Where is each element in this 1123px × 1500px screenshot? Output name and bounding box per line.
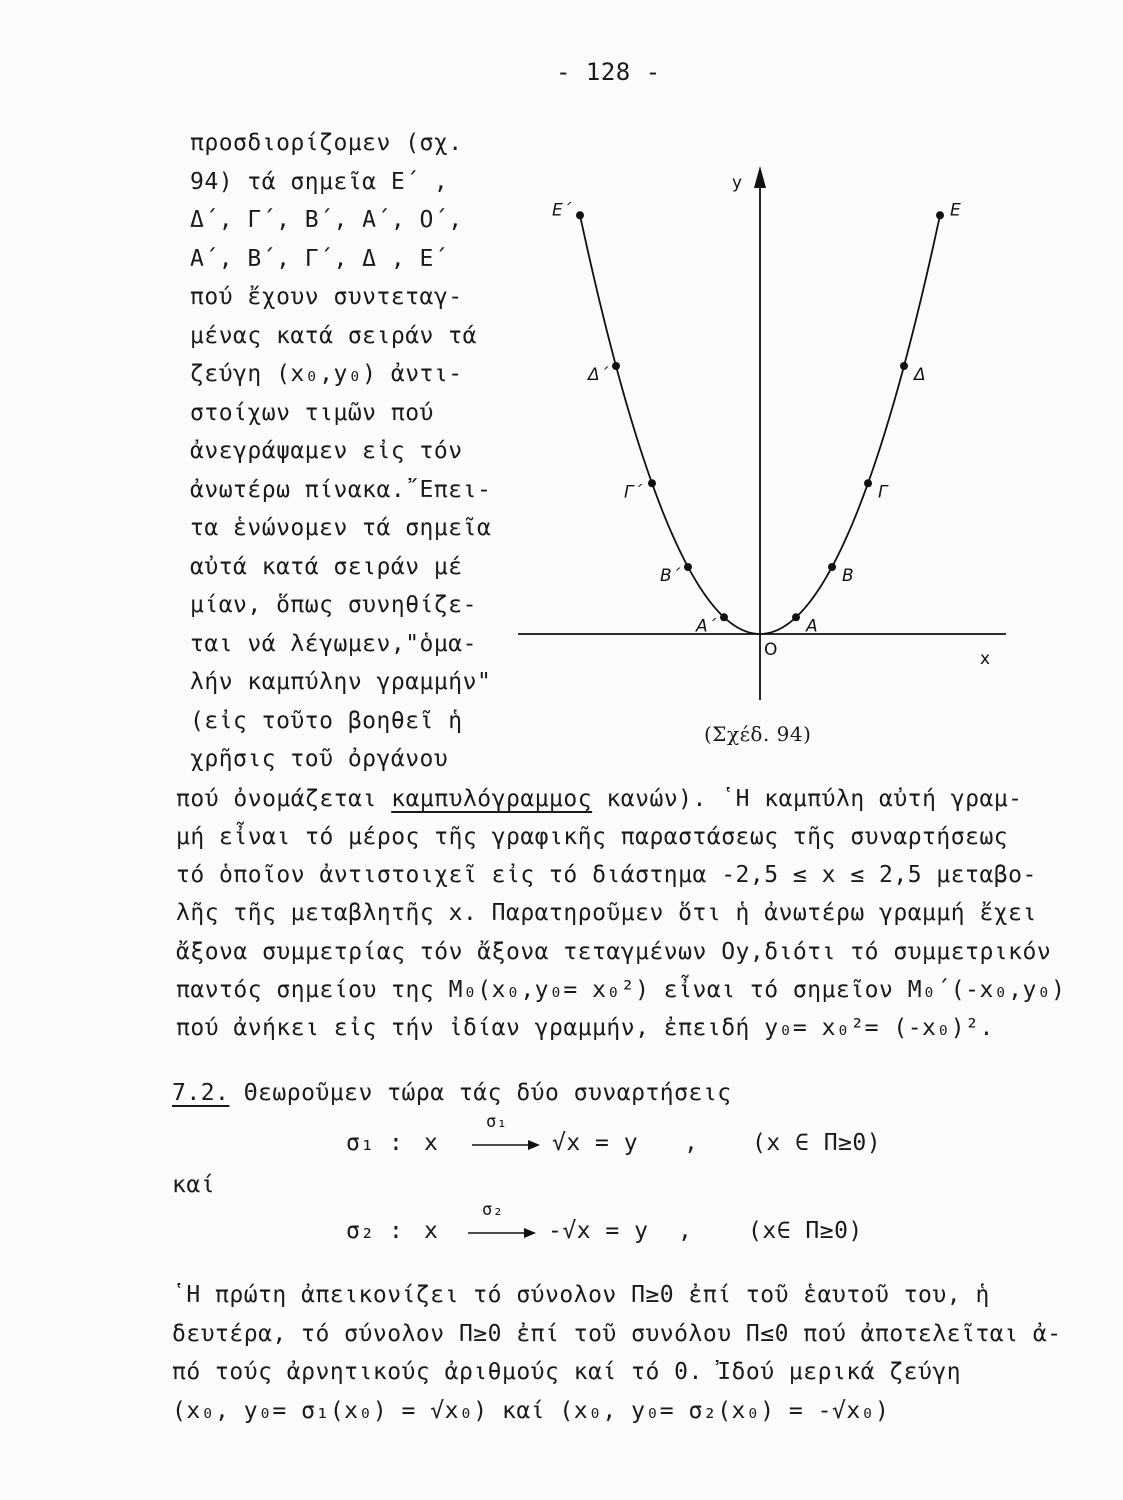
text-line: λήν καμπύλην γραμμήν" bbox=[190, 669, 492, 695]
curve-point bbox=[684, 563, 692, 571]
text-line: ζεύγη (x₀,y₀) ἀντι- bbox=[190, 361, 463, 387]
sigma1-name: σ₁ : bbox=[346, 1130, 404, 1156]
section-number: 7.2. bbox=[172, 1080, 230, 1106]
y-axis-label: y bbox=[732, 173, 743, 193]
text-line: (x₀, y₀= σ₁(x₀) = √x₀) καί (x₀, y₀= σ₂(x₀) = -√x₀) bbox=[172, 1397, 890, 1424]
point-label: B bbox=[842, 566, 854, 586]
text-line: αὐτά κατά σειράν μέ bbox=[190, 553, 463, 580]
text-line: ἀνεγράψαμεν εἰς τόν bbox=[190, 438, 463, 464]
curve-point bbox=[864, 479, 872, 487]
text-line: πού ἀνήκει εἰς τήν ἰδίαν γραμμήν, ἐπειδή y₀= x₀²= (-x₀)². bbox=[176, 1015, 994, 1041]
text-line: ἀνωτέρω πίνακα.῎Επει- bbox=[190, 476, 492, 503]
curve-point bbox=[576, 211, 584, 219]
text-line: πό τούς ἀρνητικούς ἀριθμούς καί τό 0. Ἰδού μερικά ζεύγη bbox=[172, 1359, 962, 1385]
point-label: Γ bbox=[878, 482, 888, 503]
sigma2-arrow-label: σ₂ bbox=[482, 1200, 504, 1220]
curve-point bbox=[720, 613, 728, 621]
curve-point bbox=[648, 479, 656, 487]
sigma2-var: x bbox=[424, 1218, 439, 1244]
point-label: A΄ bbox=[696, 616, 717, 637]
curve-point bbox=[936, 211, 944, 219]
text-line: πού ὀνομάζεται καμπυλόγραμμος κανών). ῾Η καμπύλη αὐτή γραμ- bbox=[176, 786, 1023, 812]
point-label: E bbox=[950, 200, 961, 221]
origin-label: O bbox=[764, 640, 778, 660]
text-line: προσδιορίζομεν (σχ. bbox=[190, 130, 463, 156]
sigma1-domain: (x ∈ Π≥0) bbox=[752, 1130, 882, 1156]
point-label: B΄ bbox=[660, 566, 681, 586]
text-line: τα ἑνώνομεν τά σημεῖα bbox=[190, 515, 492, 541]
sigma1-separator: , bbox=[684, 1130, 699, 1156]
sigma1-expression: √x = y bbox=[552, 1130, 639, 1156]
text-line: παντός σημείου της M₀(x₀,y₀= x₀²) εἶναι τό σημεῖον M₀΄(-x₀,y₀) bbox=[176, 976, 1066, 1003]
text-line: Α΄, Β΄, Γ΄, Δ , Ε΄ bbox=[190, 245, 449, 272]
x-axis-label: x bbox=[980, 649, 991, 669]
text-line: ται νά λέγωμεν,"ὁμα- bbox=[190, 630, 477, 657]
text-line: λῆς τῆς μεταβλητῆς x. Παρατηροῦμεν ὅτι ἡ ἀνωτέρω γραμμή ἔχει bbox=[176, 900, 1037, 927]
curve-point bbox=[828, 563, 836, 571]
page-number: - 128 - bbox=[556, 58, 661, 86]
section-text: Θεωροῦμεν τώρα τάς δύο συναρτήσεις bbox=[229, 1080, 732, 1106]
text-line: ἄξονα συμμετρίας τόν ἄξονα τεταγμένων Oy,διότι τό συμμετρικόν bbox=[176, 938, 1052, 965]
underlined-term: καμπυλόγραμμος bbox=[391, 786, 593, 812]
sigma2-separator: , bbox=[678, 1218, 693, 1244]
point-label: Δ΄ bbox=[588, 365, 609, 385]
point-label: A bbox=[806, 616, 818, 637]
text-line: (εἰς τοῦτο βοηθεῖ ἡ bbox=[190, 707, 463, 734]
text-line: ῾Η πρώτη ἀπεικονίζει τό σύνολον Π≥0 ἐπί τοῦ ἑαυτοῦ του, ἡ bbox=[172, 1282, 990, 1308]
y-axis-arrowhead bbox=[754, 166, 766, 188]
text-line: 94) τά σημεῖα Ε΄ , bbox=[190, 168, 449, 195]
text-line: δευτέρα, τό σύνολον Π≥0 ἐπί τοῦ συνόλου Π≤0 πού ἀποτελεῖται ἀ- bbox=[172, 1320, 1062, 1347]
point-label: Δ bbox=[914, 365, 926, 385]
text-line: Δ΄, Γ΄, Β΄, Α΄, Ο΄, bbox=[190, 207, 463, 233]
curve-point bbox=[900, 362, 908, 370]
point-label: Γ΄ bbox=[624, 482, 642, 503]
sigma2-domain: (x∈ Π≥0) bbox=[748, 1218, 863, 1244]
curve-point bbox=[612, 362, 620, 370]
text-line: στοίχων τιμῶν πού bbox=[190, 399, 434, 426]
sigma2-expression: -√x = y bbox=[548, 1218, 649, 1244]
sigma2-name: σ₂ : bbox=[346, 1218, 404, 1244]
sigma1-var: x bbox=[424, 1130, 439, 1156]
text-line: πού ἔχουν συντεταγ- bbox=[190, 284, 463, 310]
curve-point bbox=[792, 613, 800, 621]
point-label: E΄ bbox=[552, 200, 572, 221]
text-line: μένας κατά σειράν τά bbox=[190, 322, 477, 349]
text-line: τό ὁποῖον ἀντιστοιχεῖ εἰς τό διάστημα -2,5 ≤ x ≤ 2,5 μεταβο- bbox=[176, 862, 1037, 889]
kai-word: καί bbox=[172, 1172, 216, 1198]
figure-caption: (Σχέδ. 94) bbox=[704, 722, 812, 746]
sigma1-arrow-label: σ₁ bbox=[486, 1112, 508, 1132]
text-line: μή εἶναι τό μέρος τῆς γραφικῆς παραστάσεως τῆς συναρτήσεως bbox=[176, 824, 1009, 850]
text-line: χρῆσις τοῦ ὀργάνου bbox=[190, 746, 449, 772]
text-line: μίαν, ὅπως συνηθίζε- bbox=[190, 592, 477, 618]
